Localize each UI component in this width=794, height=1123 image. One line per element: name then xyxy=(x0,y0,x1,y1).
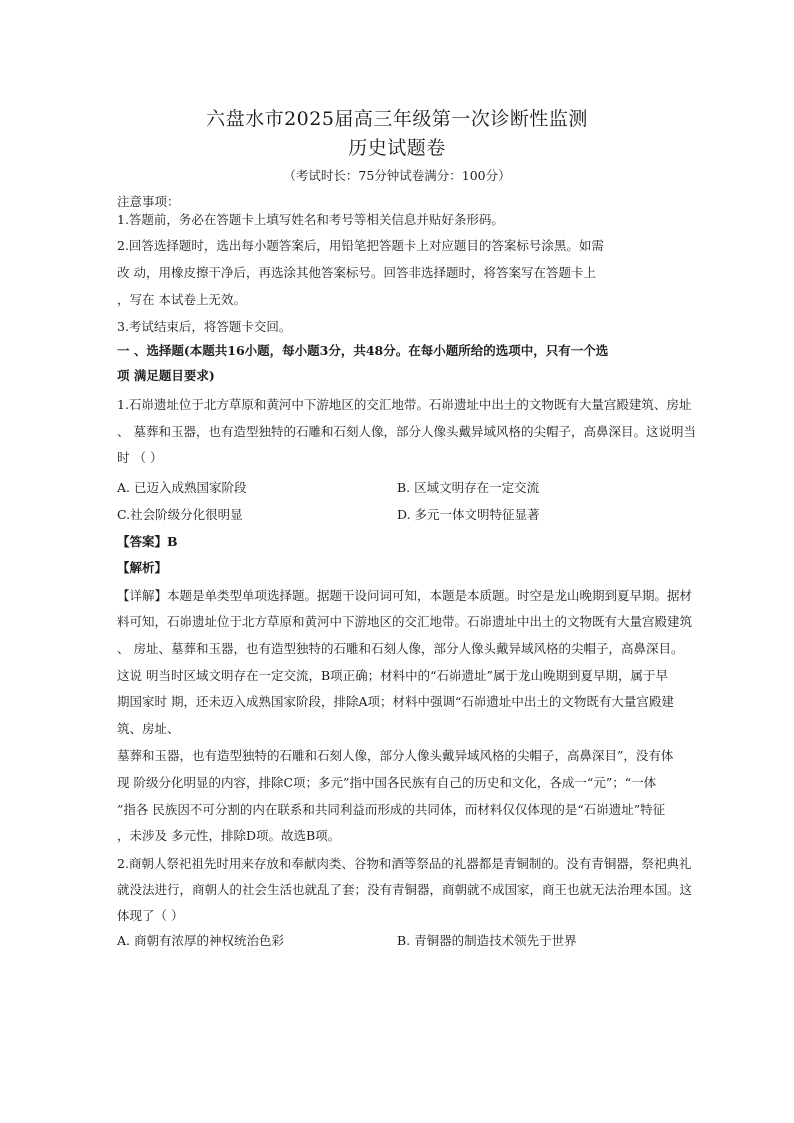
analysis-line: 现 阶级分化明显的内容，排除C项；多元”指中国各民族有自己的历史和文化，各成一“元”；“一体 xyxy=(117,775,657,790)
note-line: 3.考试结束后，将答题卡交回。 xyxy=(117,319,292,334)
option-b: B. 区域文明存在一定交流 xyxy=(397,480,540,495)
option-c: C.社会阶级分化很明显 xyxy=(117,507,243,522)
question-stem: 2.商朝人祭祀祖先时用来存放和奉献肉类、谷物和酒等祭品的礼器都是青铜制的。没有青铜器，祭祀典礼 xyxy=(117,856,692,871)
analysis-line: 筑、房址、 xyxy=(117,721,180,736)
option-a: A. 已迈入成熟国家阶段 xyxy=(117,480,247,495)
analysis-line: 这说 明当时区域文明存在一定交流，B项正确；材料中的“石峁遗址”属于龙山晚期到夏早期，属于早 xyxy=(117,668,668,683)
analysis-line: ”指各 民族因不可分割的内在联系和共同利益而形成的共同体，而材料仅仅体现的是“石峁遗址”特征 xyxy=(117,802,666,817)
note-line: 2.回答选择题时，选出每小题答案后，用铅笔把答题卡上对应题目的答案标号涂黑。如需 xyxy=(117,238,604,253)
question-stem: 体现了（ ） xyxy=(117,908,184,923)
question-stem: 就没法进行，商朝人的社会生活也就乱了套；没有青铜器，商朝就不成国家，商王也就无法治理本国。这 xyxy=(117,882,693,897)
note-line: ，写在 本试卷上无效。 xyxy=(117,292,246,307)
analysis-line: ，未涉及 多元性，排除D项。故选B项。 xyxy=(117,828,341,843)
note-line: 1.答题前，务必在答题卡上填写姓名和考号等相关信息并贴好条形码。 xyxy=(117,212,504,227)
analysis-line: 料可知，石峁遗址位于北方草原和黄河中下游地区的交汇地带。石峁遗址中出土的文物既有大量宫殿建筑 xyxy=(117,614,693,629)
option-b: B. 青铜器的制造技术领先于世界 xyxy=(397,933,577,948)
question-stem: 时 （ ） xyxy=(117,450,163,465)
exam-duration-info: （考试时长：75分钟试卷满分：100分） xyxy=(283,168,511,183)
analysis-line: 【详解】本题是单类型单项选择题。据题干设问词可知，本题是本质题。时空是龙山晚期到夏早期。据材 xyxy=(117,588,693,603)
note-line: 改 动，用橡皮擦干净后，再选涂其他答案标号。回答非选择题时，将答案写在答题卡上 xyxy=(117,265,596,280)
analysis-line: 期国家时 期，还未迈入成熟国家阶段，排除A项；材料中强调“石峁遗址中出土的文物既有大量宫殿建 xyxy=(117,694,674,709)
exam-title: 六盘水市2025届高三年级第一次诊断性监测 xyxy=(206,108,588,130)
answer-label: 【答案】B xyxy=(117,534,178,549)
option-a: A. 商朝有浓厚的神权统治色彩 xyxy=(117,933,284,948)
analysis-line: 、 房址、墓葬和玉器，也有造型独特的石雕和石刻人像，部分人像头戴异域风格的尖帽子，高鼻深目。 xyxy=(117,641,684,656)
analysis-line: 墓葬和玉器，也有造型独特的石雕和石刻人像，部分人像头戴异域风格的尖帽子，高鼻深目”，没有体 xyxy=(117,748,674,763)
exam-subtitle: 历史试题卷 xyxy=(348,137,446,159)
option-d: D. 多元一体文明特征显著 xyxy=(397,507,540,522)
analysis-label: 【解析】 xyxy=(117,560,168,575)
question-stem: 1.石峁遗址位于北方草原和黄河中下游地区的交汇地带。石峁遗址中出土的文物既有大量宫殿建筑、房址 xyxy=(117,397,692,412)
section-heading: 一 、选择题(本题共16小题，每小题3分，共48分。在每小题所给的选项中，只有一个选 xyxy=(117,343,609,358)
section-heading-cont: 项 满足题目要求) xyxy=(117,368,215,383)
notes-heading: 注意事项： xyxy=(117,194,180,209)
question-stem: 、 墓葬和玉器，也有造型独特的石雕和石刻人像，部分人像头戴异域风格的尖帽子，高鼻深目。这说明当 xyxy=(117,424,696,439)
